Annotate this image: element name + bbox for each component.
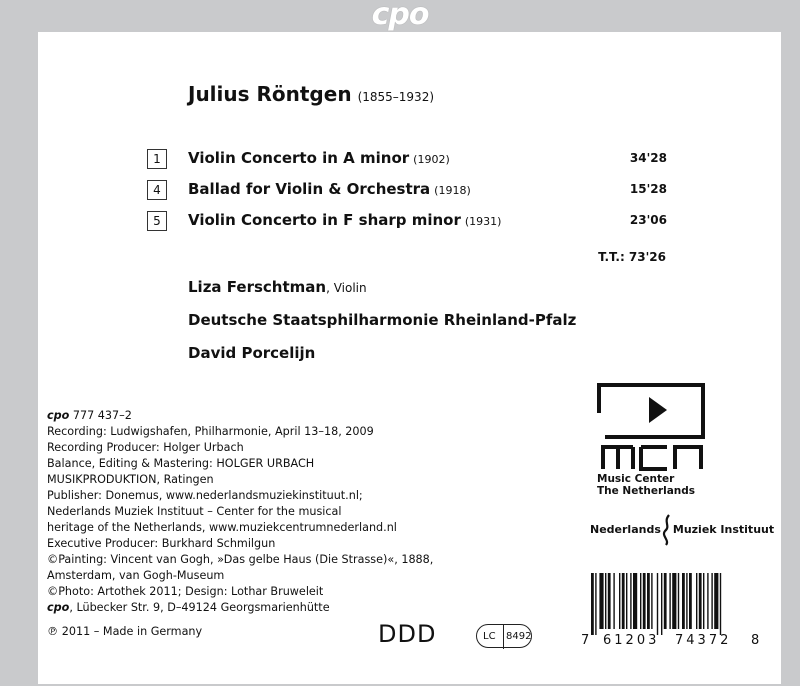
barcode-bar (633, 573, 637, 629)
barcode-bar (703, 573, 704, 629)
barcode-bar (626, 573, 627, 629)
composer-years: (1855–1932) (357, 90, 435, 104)
barcode-bar (699, 573, 702, 629)
barcode-bar (647, 573, 650, 629)
barcode-bar (714, 573, 718, 629)
barcode-bar (672, 573, 676, 629)
track-row (147, 180, 667, 202)
barcode-bar (599, 573, 603, 629)
catalog-line: cpo 777 437–2 (47, 409, 132, 422)
barcode-bar (720, 573, 721, 635)
track-row (147, 149, 667, 171)
barcode-bar (686, 573, 687, 629)
mcn-label: Music Center The Netherlands (597, 473, 696, 497)
track-time: 34'28 (629, 151, 667, 165)
barcode-bar (664, 573, 667, 629)
credit-line: Amsterdam, van Gogh-Museum (47, 569, 225, 582)
credit-line: Executive Producer: Burkhard Schmilgun (47, 537, 276, 550)
track-year: (1902) (413, 153, 450, 166)
conductor: David Porcelijn (188, 344, 316, 362)
barcode-bar (613, 573, 614, 629)
barcode-group-1: 61203 (603, 633, 660, 648)
barcode-bar (689, 573, 692, 629)
orchestra: Deutsche Staatsphilharmonie Rheinland-Pfalz (188, 311, 577, 329)
barcode-bar (619, 573, 620, 629)
barcode-bar (622, 573, 625, 629)
barcode-bar (643, 573, 646, 629)
track-number: 1 (147, 149, 167, 169)
barcode (583, 573, 758, 651)
credit-line: ©Photo: Artothek 2011; Design: Lothar Bruweleit (47, 585, 324, 598)
credit-line: Balance, Editing & Mastering: HOLGER URBACH (47, 457, 315, 470)
swirl-icon (662, 514, 672, 546)
track-title: Violin Concerto in F sharp minor (1931) (188, 211, 502, 229)
track-year: (1931) (464, 215, 502, 228)
track-time: 15'28 (629, 182, 667, 196)
credit-line: Nederlands Muziek Instituut – Center for the musical (47, 505, 342, 518)
track-number: 4 (147, 180, 167, 200)
credit-line: ©Painting: Vincent van Gogh, »Das gelbe Haus (Die Strasse)«, 1888, (47, 553, 434, 566)
soloist-role: , Violin (326, 281, 367, 295)
barcode-bar (595, 573, 596, 635)
credit-line: Recording Producer: Holger Urbach (47, 441, 244, 454)
credit-line: MUSIKPRODUKTION, Ratingen (47, 473, 214, 486)
total-time: T.T.: 73'26 (598, 250, 666, 264)
copyright-line: ℗ 2011 – Made in Germany (47, 625, 203, 638)
barcode-group-2: 74372 (675, 633, 732, 648)
composer-heading (188, 82, 434, 106)
barcode-bar (651, 573, 652, 629)
credit-line: heritage of the Netherlands, www.muziekcentrumnederland.nl (47, 521, 397, 534)
cpo-logo: cpo (371, 0, 429, 32)
barcode-bar (661, 573, 662, 635)
barcode-bar (605, 573, 606, 629)
barcode-bar (657, 573, 658, 635)
soloist: Liza Ferschtman, Violin (188, 278, 367, 296)
track-title: Ballad for Violin & Orchestra (1918) (188, 180, 471, 198)
track-number: 5 (147, 211, 167, 231)
track-time: 23'06 (629, 213, 667, 227)
credit-line: Recording: Ludwigshafen, Philharmonie, April 13–18, 2009 (47, 425, 374, 438)
barcode-bars (583, 573, 758, 635)
barcode-bar (707, 573, 708, 629)
barcode-bar (711, 573, 712, 629)
track-row (147, 211, 667, 233)
barcode-digit-first: 7 (581, 633, 590, 648)
barcode-bar (608, 573, 611, 629)
barcode-bar (669, 573, 670, 629)
barcode-bar (682, 573, 685, 629)
address-line: cpo, Lübecker Str. 9, D–49124 Georgsmarienhütte (47, 601, 330, 614)
barcode-bar (678, 573, 679, 629)
barcode-bar (630, 573, 631, 629)
nmi-logo: Nederlands Muziek Instituut (590, 514, 774, 546)
credits-block (47, 408, 437, 640)
label-code-badge: LC 8492 (476, 624, 532, 648)
barcode-bar (696, 573, 697, 629)
barcode-bar (640, 573, 641, 629)
track-title: Violin Concerto in A minor (1902) (188, 149, 450, 167)
credit-line: Publisher: Donemus, www.nederlandsmuziekinstituut.nl; (47, 489, 363, 502)
barcode-bar (591, 573, 594, 635)
ddd-code: DDD (378, 620, 437, 648)
composer-name: Julius Röntgen (188, 82, 352, 106)
track-year: (1918) (434, 184, 471, 197)
barcode-digit-last: 8 (751, 633, 760, 648)
